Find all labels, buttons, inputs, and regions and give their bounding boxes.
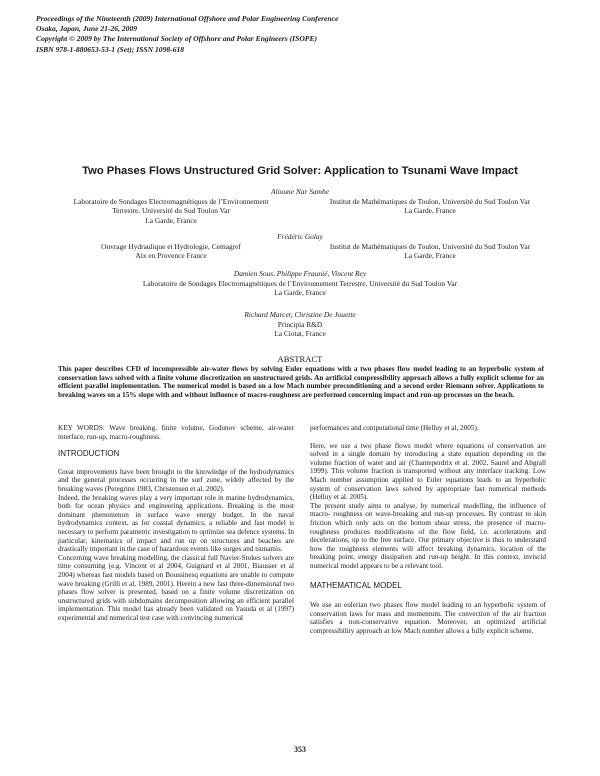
affiliation-line: La Garde, France [404, 206, 456, 216]
affiliation-line: La Ciotat, France [274, 329, 326, 339]
header-line: Proceedings of the Nineteenth (2009) International Offshore and Polar Engineering Conference [36, 14, 339, 23]
paragraph: performances and computational time (Helluy et al, 2005). [310, 424, 479, 432]
page-number: 353 [294, 745, 306, 754]
affiliation-left [56, 242, 286, 261]
affiliation-line: La Garde, France [274, 288, 326, 298]
section-heading-mathematical-model: MATHEMATICAL MODEL [310, 580, 402, 590]
author-name: Alioune Nar Sambe [271, 187, 329, 196]
affiliation-line: Laboratoire de Sondages Electromagnétiques de l’Environnement Terrestre, Université du Sud Toulon Var [142, 279, 458, 288]
paragraph: Concerning wave breaking modelling, the classical full Navier-Stokes solvers are time consuming (e.g. Vincent et al 2004, Guignard et al 2001, Biausser et al 2004) whereas fast models based on Boussinesq equations are unable to compute wave breaking (Grilli et al, 1989, 2001). Herein a new fast three-dimensional two phases flow solver is presented, based on a finite volume discretization on unstructured grids with subdomains decomposition allowing an efficient parallel implementation. This model has already been validated on Yasuda et al (1997) experimental and numerical test case with convincing numerical [58, 553, 294, 622]
author-name: Frédéric Golay [277, 232, 323, 241]
affiliation-left [56, 197, 286, 225]
affiliation-line: Ouvrage Hydraulique et Hydrologie, Cemagref [101, 242, 241, 251]
affiliation-line: Institut de Mathématiques de Toulon, Université du Sud Toulon Var [329, 197, 531, 206]
paragraph: Great improvements have been brought to the knowledge of the hydrodynamics and the general processes occurring in the surf zone, widely affected by the breaking waves (Peregrine 1983, Christensen et al. 2002). [58, 467, 294, 493]
paragraph: The present study aims to analyse, by numerical modelling, the influence of macro- roughness on wave-breaking and run-up processes. By contrast to skin friction which only acts on the bottom shear stress, the presence of macro- roughness produces modifications of the flow field, i.e. accelerations and decelerations, up to the free surface. Our primary objective is thus to understand how the roughness elements will affect breaking dynamics, location of the breaking point, energy dissipation and run-up height. In this context, inviscid numerical model appears to be a relevant tool. [310, 501, 546, 570]
affiliation-line: Institut de Mathématiques de Toulon, Université du Sud Toulon Var [329, 242, 531, 251]
paper-title: Two Phases Flows Unstructured Grid Solver: Application to Tsunami Wave Impact [82, 165, 518, 177]
keywords-text: Wave breaking, finite volume, Godunov scheme, air-water interface, run-up, macro-roughness. [58, 424, 294, 441]
right-column [310, 424, 546, 635]
affiliation-right [300, 197, 560, 216]
affiliation-line: Aix en Provence France [135, 251, 207, 261]
header-line: Osaka, Japan, June 21-26, 2009 [36, 24, 138, 34]
affiliation-center [40, 279, 560, 298]
affiliation-line: Laboratoire de Sondages Electromagnétiques de l’Environnement [73, 197, 269, 206]
section-heading-introduction: INTRODUCTION [58, 449, 120, 459]
paragraph: We use an eulerian two phases flow model leading to an hyperbolic system of conservation laws for mass and momentum. The convection of the air fraction satisfies a non-conservative equation. Moreover, an optimized artificial compressibility approach at low Mach number allows a fully explicit scheme. [310, 601, 546, 635]
affiliation-right [300, 242, 560, 261]
header-line: ISBN 978-1-880653-53-1 (Set); ISSN 1098-618 [36, 44, 185, 54]
author-name: Richard Marcer, Christine De Jouette [244, 310, 356, 319]
affiliation-line: La Garde, France [404, 251, 456, 261]
paragraph: Here, we use a two phase flows model where equations of conservation are solved in a single domain by introducing a state equation depending on the volume fraction of water and air (Chanteperdrix et al. 2002, Saurel and Abgrall 1999). This volume fraction is transported without any interface tracking. Low Mach number assumption applied to Euler equations leads to an hyperbolic system of conservation laws solved by appropriate fast numerical methods (Helluy et al. 2005). [310, 441, 546, 502]
left-column [58, 424, 294, 622]
proceedings-header [36, 14, 576, 55]
keywords [58, 424, 294, 441]
affiliation-center [40, 320, 560, 339]
header-line: Copyright © 2009 by The International Society of Offshore and Polar Engineers (ISOPE) [36, 34, 318, 44]
affiliation-line: La Garde, France [145, 215, 197, 225]
affiliation-line: Principia R&D [277, 320, 323, 329]
author-name: Damien Sous, Philippe Fraunié, Vincent Rey [233, 269, 367, 278]
paragraph: Indeed, the breaking waves play a very important role in marine hydrodynamics, both for ocean physics and engineering applications. Breaking is the most dominant phenomenon in surface wave energy budget. In the naval hydrodynamics context, as for coastal dynamics, a reliable and fast model is necessary to perform parametric investigation to optimize sea defence systems. In particular, kinematics of impact and run up on structures and beaches are drastically important in the case of hazardous events like surges and tsunamis. [58, 493, 294, 554]
affiliation-line: Terrestre, Université du Sud Toulon Var [112, 206, 230, 216]
abstract-text: This paper describes CFD of incompressible air-water flows by solving Euler equations with a two phases flow model leading to an hyperbolic system of conservation laws solved with a finite volume discretization on unstructured grids. An artificial compressibility approach allows a fully explicit scheme for an efficient parallel implementation. The numerical model is based on a low Mach number preconditioning and a second order Riemann solver. Applications to breaking waves on a 15% slope with and without influence of macro-roughness are performed concerning impact and run-up processes on the beach. [58, 365, 544, 399]
keywords-label: KEY WORDS: [58, 424, 105, 432]
abstract-heading: ABSTRACT [277, 354, 323, 364]
